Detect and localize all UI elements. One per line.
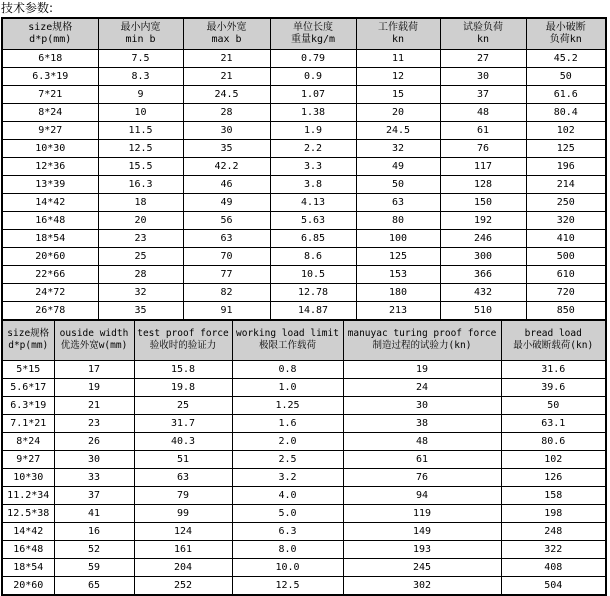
- column-header-line: size规格: [7, 328, 50, 340]
- table-cell: 18: [98, 193, 183, 211]
- table-cell: 24.5: [356, 121, 440, 139]
- table-cell: 500: [526, 247, 606, 265]
- table-cell: 1.9: [270, 121, 356, 139]
- table-cell: 180: [356, 283, 440, 301]
- table-cell: 322: [501, 540, 606, 558]
- table-cell: 11: [356, 49, 440, 67]
- table-cell: 300: [440, 247, 526, 265]
- table-cell: 5.63: [270, 211, 356, 229]
- column-header-line: size规格: [28, 21, 73, 33]
- table-header-row: [2, 320, 606, 360]
- table-cell: 13*39: [2, 175, 98, 193]
- page-title: 技术参数:: [1, 1, 54, 15]
- table-cell: 20*60: [2, 247, 98, 265]
- column-header-line: 最小破断: [545, 21, 586, 33]
- table-cell: 50: [526, 67, 606, 85]
- table-cell: 99: [134, 504, 232, 522]
- table-cell: 1.25: [232, 396, 343, 414]
- table-cell: 4.0: [232, 486, 343, 504]
- column-header-line: max b: [211, 33, 242, 45]
- table-cell: 196: [526, 157, 606, 175]
- table-cell: 504: [501, 576, 606, 595]
- table-cell: 16*48: [2, 540, 54, 558]
- table-cell: 61: [440, 121, 526, 139]
- table-cell: 10.5: [270, 265, 356, 283]
- table-cell: 0.9: [270, 67, 356, 85]
- table-cell: 79: [134, 486, 232, 504]
- table-cell: 1.6: [232, 414, 343, 432]
- table-cell: 48: [343, 432, 501, 450]
- table-cell: 11.5: [98, 121, 183, 139]
- table-cell: 91: [183, 301, 270, 320]
- column-header-line: manuyac turing proof force: [347, 328, 497, 340]
- table-row: [2, 247, 606, 265]
- table-cell: 46: [183, 175, 270, 193]
- column-header: [270, 18, 356, 49]
- table-row: [2, 193, 606, 211]
- table-cell: 8.0: [232, 540, 343, 558]
- table-cell: 16: [54, 522, 134, 540]
- table-cell: 12: [356, 67, 440, 85]
- table-cell: 25: [98, 247, 183, 265]
- table-cell: 2.5: [232, 450, 343, 468]
- table-cell: 9*27: [2, 121, 98, 139]
- table-cell: 245: [343, 558, 501, 576]
- table-cell: 10*30: [2, 468, 54, 486]
- table-cell: 39.6: [501, 378, 606, 396]
- table-cell: 16.3: [98, 175, 183, 193]
- table-cell: 61: [343, 450, 501, 468]
- table-cell: 17: [54, 360, 134, 378]
- column-header: [440, 18, 526, 49]
- column-header-line: 极限工作载荷: [258, 340, 316, 352]
- table-cell: 33: [54, 468, 134, 486]
- table-cell: 80.6: [501, 432, 606, 450]
- table-cell: 52: [54, 540, 134, 558]
- table-cell: 1.07: [270, 85, 356, 103]
- table-row: [2, 576, 606, 595]
- table-cell: 23: [54, 414, 134, 432]
- table-cell: 2.2: [270, 139, 356, 157]
- table-row: [2, 504, 606, 522]
- table-cell: 128: [440, 175, 526, 193]
- table-cell: 15: [356, 85, 440, 103]
- table-cell: 94: [343, 486, 501, 504]
- table-row: [2, 396, 606, 414]
- table-cell: 3.8: [270, 175, 356, 193]
- table-cell: 35: [183, 139, 270, 157]
- table-cell: 7.1*21: [2, 414, 54, 432]
- table-cell: 38: [343, 414, 501, 432]
- table-row: [2, 157, 606, 175]
- column-header: [134, 320, 232, 360]
- table-cell: 2.0: [232, 432, 343, 450]
- table-cell: 850: [526, 301, 606, 320]
- table-cell: 0.79: [270, 49, 356, 67]
- table-cell: 28: [183, 103, 270, 121]
- column-header-line: ouside width: [59, 328, 129, 340]
- table-row: [2, 139, 606, 157]
- table-cell: 610: [526, 265, 606, 283]
- table-cell: 63: [356, 193, 440, 211]
- table-cell: 22*66: [2, 265, 98, 283]
- table-cell: 9: [98, 85, 183, 103]
- table-cell: 1.0: [232, 378, 343, 396]
- table-cell: 16*48: [2, 211, 98, 229]
- table-cell: 213: [356, 301, 440, 320]
- table-cell: 5*15: [2, 360, 54, 378]
- table-cell: 80: [356, 211, 440, 229]
- table-cell: 18*54: [2, 229, 98, 247]
- table-cell: 12.78: [270, 283, 356, 301]
- chain-load-table: [1, 319, 607, 596]
- table-cell: 302: [343, 576, 501, 595]
- table-cell: 12.5: [98, 139, 183, 157]
- table-row: [2, 522, 606, 540]
- table-cell: 9*27: [2, 450, 54, 468]
- table-cell: 320: [526, 211, 606, 229]
- column-header-line: 最小内宽: [120, 21, 161, 33]
- table-row: [2, 103, 606, 121]
- table-cell: 432: [440, 283, 526, 301]
- table-cell: 7.5: [98, 49, 183, 67]
- table-cell: 720: [526, 283, 606, 301]
- table-cell: 248: [501, 522, 606, 540]
- table-cell: 100: [356, 229, 440, 247]
- column-header: [183, 18, 270, 49]
- table-cell: 50: [501, 396, 606, 414]
- table-cell: 63.1: [501, 414, 606, 432]
- table-cell: 161: [134, 540, 232, 558]
- column-header-line: 工作载荷: [378, 21, 418, 33]
- column-header-line: 最小破断载荷(kn): [513, 340, 594, 352]
- table-cell: 50: [356, 175, 440, 193]
- column-header: [232, 320, 343, 360]
- table-cell: 410: [526, 229, 606, 247]
- table-cell: 40.3: [134, 432, 232, 450]
- table-cell: 8*24: [2, 103, 98, 121]
- table-cell: 21: [183, 49, 270, 67]
- table-cell: 65: [54, 576, 134, 595]
- table-cell: 32: [98, 283, 183, 301]
- table-cell: 70: [183, 247, 270, 265]
- column-header-line: 最小外宽: [206, 21, 247, 33]
- table-row: [2, 432, 606, 450]
- column-header-line: kn: [391, 33, 405, 45]
- table-cell: 153: [356, 265, 440, 283]
- table-cell: 20: [98, 211, 183, 229]
- column-header: [54, 320, 134, 360]
- table-cell: 8*24: [2, 432, 54, 450]
- table-cell: 80.4: [526, 103, 606, 121]
- table-cell: 3.2: [232, 468, 343, 486]
- table-cell: 26: [54, 432, 134, 450]
- table-row: [2, 486, 606, 504]
- table-cell: 27: [440, 49, 526, 67]
- table-cell: 20: [356, 103, 440, 121]
- table-cell: 10: [98, 103, 183, 121]
- table-cell: 150: [440, 193, 526, 211]
- column-header: [501, 320, 606, 360]
- table-cell: 198: [501, 504, 606, 522]
- table-cell: 102: [501, 450, 606, 468]
- table-cell: 42.2: [183, 157, 270, 175]
- table-row: [2, 378, 606, 396]
- table-cell: 6.85: [270, 229, 356, 247]
- table-cell: 63: [183, 229, 270, 247]
- table-cell: 193: [343, 540, 501, 558]
- table-cell: 125: [356, 247, 440, 265]
- table-cell: 10.0: [232, 558, 343, 576]
- table-cell: 5.0: [232, 504, 343, 522]
- table-cell: 0.8: [232, 360, 343, 378]
- table-cell: 14*42: [2, 522, 54, 540]
- table-cell: 26*78: [2, 301, 98, 320]
- table-cell: 25: [134, 396, 232, 414]
- table-cell: 6.3*19: [2, 67, 98, 85]
- table-cell: 102: [526, 121, 606, 139]
- table-cell: 15.8: [134, 360, 232, 378]
- column-header-line: 试验负荷: [463, 21, 503, 33]
- table-cell: 124: [134, 522, 232, 540]
- table-cell: 21: [183, 67, 270, 85]
- table-cell: 30: [54, 450, 134, 468]
- table-cell: 408: [501, 558, 606, 576]
- table-cell: 158: [501, 486, 606, 504]
- table-cell: 41: [54, 504, 134, 522]
- table-row: [2, 265, 606, 283]
- table-row: [2, 67, 606, 85]
- table-cell: 7*21: [2, 85, 98, 103]
- column-header-line: d*p(mm): [29, 33, 72, 45]
- table-cell: 19: [54, 378, 134, 396]
- column-header: [526, 18, 606, 49]
- table-cell: 10*30: [2, 139, 98, 157]
- column-header-line: 验收时的验证力: [149, 340, 217, 352]
- table-cell: 6.3*19: [2, 396, 54, 414]
- column-header: [2, 18, 98, 49]
- table-cell: 21: [54, 396, 134, 414]
- table-cell: 12*36: [2, 157, 98, 175]
- table-cell: 6.3: [232, 522, 343, 540]
- table-cell: 510: [440, 301, 526, 320]
- table-row: [2, 211, 606, 229]
- table-cell: 31.7: [134, 414, 232, 432]
- table-cell: 214: [526, 175, 606, 193]
- table-cell: 14*42: [2, 193, 98, 211]
- table-row: [2, 283, 606, 301]
- table-cell: 23: [98, 229, 183, 247]
- table-row: [2, 540, 606, 558]
- column-header: [2, 320, 54, 360]
- column-header: [98, 18, 183, 49]
- table-cell: 12.5*38: [2, 504, 54, 522]
- column-header-line: 负荷kn: [549, 33, 582, 45]
- table-cell: 56: [183, 211, 270, 229]
- table-cell: 126: [501, 468, 606, 486]
- table-cell: 24.5: [183, 85, 270, 103]
- table-cell: 24*72: [2, 283, 98, 301]
- table-cell: 37: [440, 85, 526, 103]
- table-row: [2, 175, 606, 193]
- table-cell: 117: [440, 157, 526, 175]
- table-cell: 61.6: [526, 85, 606, 103]
- table-cell: 192: [440, 211, 526, 229]
- table-cell: 82: [183, 283, 270, 301]
- table-cell: 77: [183, 265, 270, 283]
- column-header: [356, 18, 440, 49]
- table-cell: 35: [98, 301, 183, 320]
- table-cell: 49: [183, 193, 270, 211]
- column-header-line: 制造过程的试验力(kn): [372, 340, 472, 352]
- table-cell: 204: [134, 558, 232, 576]
- table-cell: 119: [343, 504, 501, 522]
- table-cell: 246: [440, 229, 526, 247]
- table-row: [2, 450, 606, 468]
- table-cell: 19.8: [134, 378, 232, 396]
- table-cell: 252: [134, 576, 232, 595]
- table-cell: 28: [98, 265, 183, 283]
- table-cell: 51: [134, 450, 232, 468]
- table-row: [2, 360, 606, 378]
- table-cell: 3.3: [270, 157, 356, 175]
- table-header-row: [2, 18, 606, 49]
- technical-parameters-table: [1, 17, 607, 321]
- column-header-line: min b: [125, 33, 156, 45]
- column-header-line: test proof force: [137, 328, 229, 340]
- column-header-line: working load limit: [236, 328, 339, 340]
- table-row: [2, 558, 606, 576]
- column-header: [343, 320, 501, 360]
- table-row: [2, 85, 606, 103]
- table-cell: 12.5: [232, 576, 343, 595]
- table-cell: 8.6: [270, 247, 356, 265]
- column-header-line: 单位长度: [293, 21, 333, 33]
- table-cell: 19: [343, 360, 501, 378]
- table-cell: 31.6: [501, 360, 606, 378]
- table-cell: 32: [356, 139, 440, 157]
- table-cell: 6*18: [2, 49, 98, 67]
- table-cell: 366: [440, 265, 526, 283]
- table-cell: 59: [54, 558, 134, 576]
- table-row: [2, 301, 606, 320]
- table-cell: 37: [54, 486, 134, 504]
- table-cell: 149: [343, 522, 501, 540]
- table-row: [2, 229, 606, 247]
- table-cell: 4.13: [270, 193, 356, 211]
- table-cell: 18*54: [2, 558, 54, 576]
- table-row: [2, 414, 606, 432]
- table-cell: 48: [440, 103, 526, 121]
- column-header-line: kn: [476, 33, 490, 45]
- table-row: [2, 468, 606, 486]
- column-header-line: bread load: [524, 328, 582, 340]
- table-cell: 63: [134, 468, 232, 486]
- table-cell: 11.2*34: [2, 486, 54, 504]
- table-cell: 125: [526, 139, 606, 157]
- table-cell: 8.3: [98, 67, 183, 85]
- table-cell: 76: [343, 468, 501, 486]
- table-cell: 5.6*17: [2, 378, 54, 396]
- table-cell: 24: [343, 378, 501, 396]
- column-header-line: 优选外宽w(mm): [60, 340, 128, 352]
- column-header-line: d*p(mm): [8, 340, 49, 352]
- column-header-line: 重量kg/m: [290, 33, 336, 45]
- table-cell: 45.2: [526, 49, 606, 67]
- table-cell: 76: [440, 139, 526, 157]
- table-row: [2, 121, 606, 139]
- table-cell: 30: [440, 67, 526, 85]
- table-cell: 250: [526, 193, 606, 211]
- table-cell: 49: [356, 157, 440, 175]
- table-cell: 30: [183, 121, 270, 139]
- table-cell: 20*60: [2, 576, 54, 595]
- table-row: [2, 49, 606, 67]
- table-cell: 15.5: [98, 157, 183, 175]
- table-cell: 30: [343, 396, 501, 414]
- table-cell: 14.87: [270, 301, 356, 320]
- table-cell: 1.38: [270, 103, 356, 121]
